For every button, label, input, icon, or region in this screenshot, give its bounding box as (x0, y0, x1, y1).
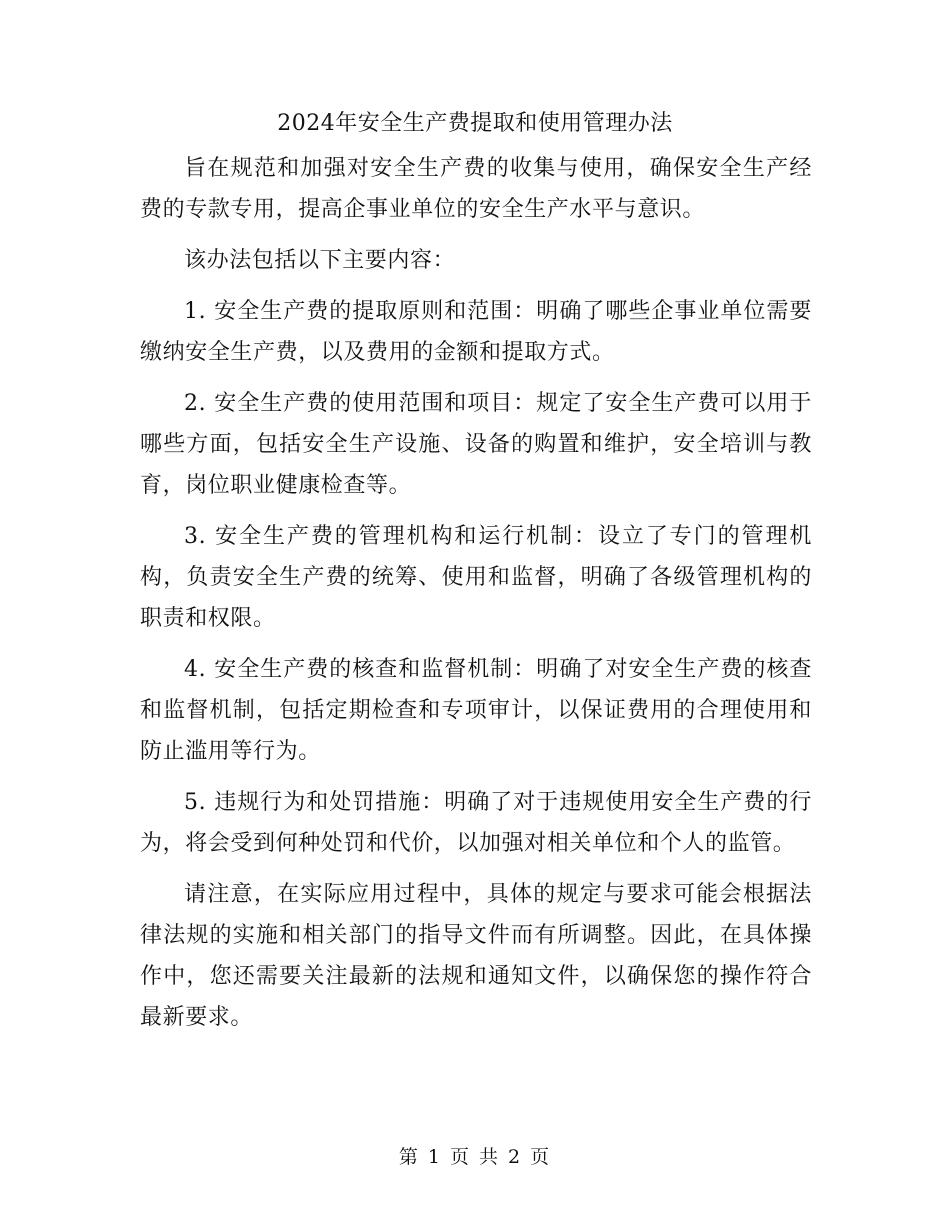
paragraph-item-1: 1. 安全生产费的提取原则和范围：明确了哪些企事业单位需要缴纳安全生产费，以及费用的金额和提取方式。 (140, 299, 812, 365)
paragraph-item-3: 3. 安全生产费的管理机构和运行机制：设立了专门的管理机构，负责安全生产费的统筹、使用和监督，明确了各级管理机构的职责和权限。 (140, 524, 812, 631)
paragraph-note: 请注意，在实际应用过程中，具体的规定与要求可能会根据法律法规的实施和相关部门的指导文件而有所调整。因此，在具体操作中，您还需要关注最新的法规和通知文件，以确保您的操作符合最新要求。 (140, 882, 812, 1030)
document-title: 2024年安全生产费提取和使用管理办法 (277, 111, 673, 136)
paragraph-intro: 旨在规范和加强对安全生产费的收集与使用，确保安全生产经费的专款专用，提高企事业单位的安全生产水平与意识。 (140, 156, 812, 222)
paragraph-item-5: 5. 违规行为和处罚措施：明确了对于违规使用安全生产费的行为，将会受到何种处罚和代价，以加强对相关单位和个人的监管。 (140, 790, 812, 856)
page-number-footer: 第 1 页 共 2 页 (398, 1146, 552, 1168)
paragraph-item-2: 2. 安全生产费的使用范围和项目：规定了安全生产费可以用于哪些方面，包括安全生产设施、设备的购置和维护，安全培训与教育，岗位职业健康检查等。 (140, 391, 812, 498)
document-body (140, 148, 812, 1048)
paragraph-item-4: 4. 安全生产费的核查和监督机制：明确了对安全生产费的核查和监督机制，包括定期检查和专项审计，以保证费用的合理使用和防止滥用等行为。 (140, 657, 812, 764)
paragraph-contents-heading: 该办法包括以下主要内容： (184, 248, 456, 273)
